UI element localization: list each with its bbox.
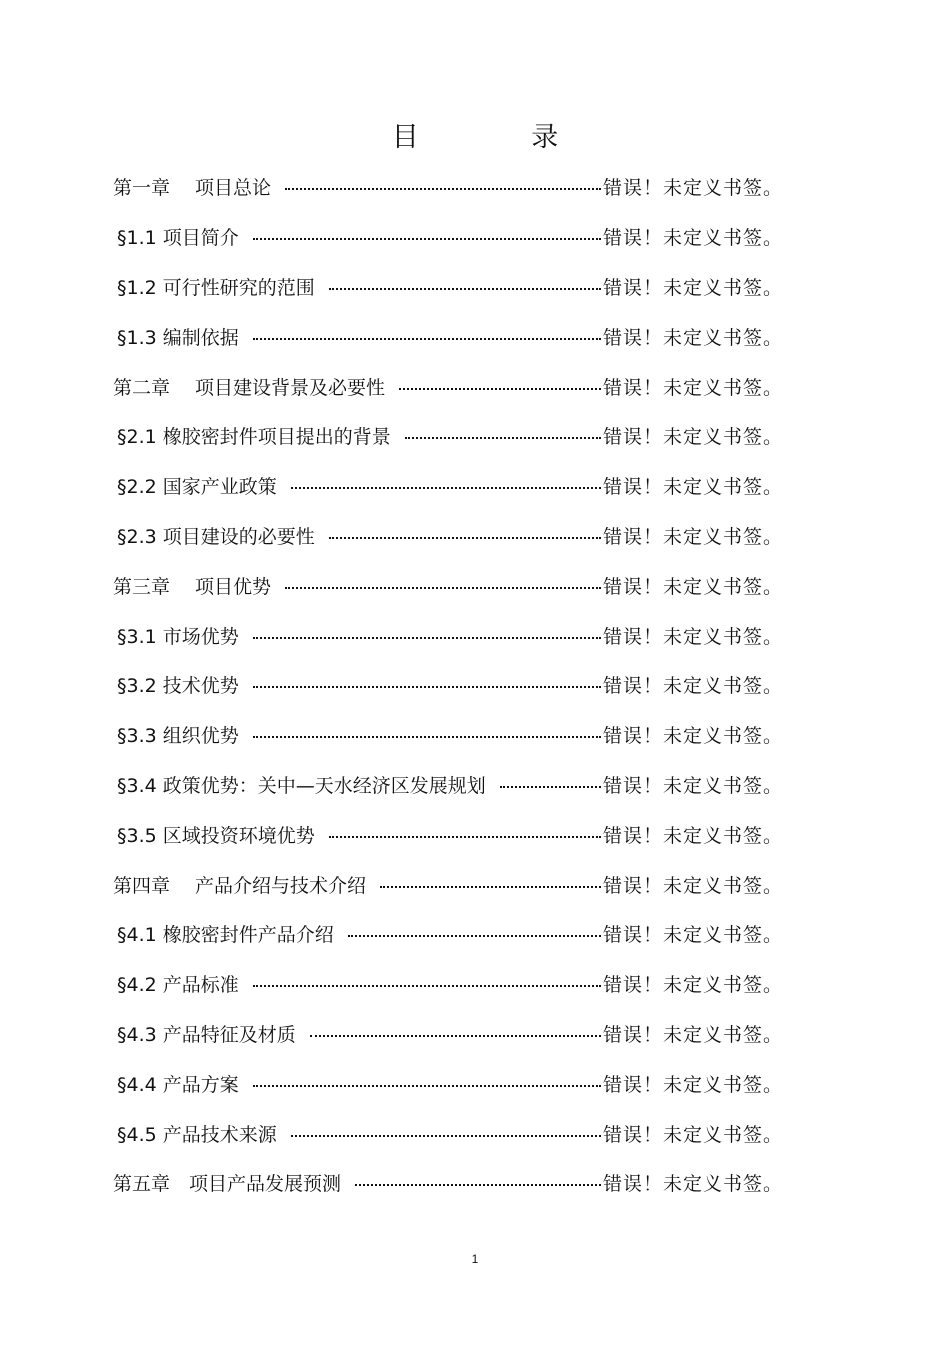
toc-entry-label: §4.3 产品特征及材质 [117, 1023, 296, 1046]
page-title: 目 录 [391, 122, 611, 153]
toc-entry-page: 错误！未定义书签。 [602, 1173, 783, 1196]
toc-entry[interactable] [113, 262, 783, 312]
toc-entry-page: 错误！未定义书签。 [602, 525, 783, 548]
toc-entry-label: §4.1 橡胶密封件产品介绍 [117, 924, 334, 947]
toc-entry-page: 错误！未定义书签。 [602, 974, 783, 997]
dot-leader [253, 618, 601, 639]
dot-leader [253, 667, 601, 688]
dot-leader [291, 1116, 601, 1137]
toc-entry-page: 错误！未定义书签。 [602, 824, 783, 847]
toc-entry-page: 错误！未定义书签。 [602, 874, 783, 897]
toc-entry[interactable] [113, 311, 783, 361]
toc-entry-page: 错误！未定义书签。 [602, 575, 783, 598]
toc-entry[interactable] [113, 560, 783, 610]
toc-entry-page: 错误！未定义书签。 [602, 376, 783, 399]
toc-entry-page: 错误！未定义书签。 [602, 725, 783, 748]
toc-entry[interactable] [113, 710, 783, 760]
dot-leader [329, 518, 601, 539]
toc-entry-label: §3.1 市场优势 [117, 625, 239, 648]
dot-leader [253, 219, 601, 240]
toc-entry-label: §4.4 产品方案 [117, 1073, 239, 1096]
dot-leader [405, 418, 601, 439]
toc-entry-page: 错误！未定义书签。 [602, 625, 783, 648]
toc-entry[interactable] [113, 760, 783, 810]
toc-entry-page: 错误！未定义书签。 [602, 774, 783, 797]
table-of-contents [113, 162, 783, 1208]
toc-entry-label: §2.3 项目建设的必要性 [117, 525, 315, 548]
dot-leader [285, 568, 601, 589]
toc-entry[interactable] [113, 361, 783, 411]
toc-entry-label: §2.1 橡胶密封件项目提出的背景 [117, 426, 391, 449]
dot-leader [253, 319, 601, 340]
toc-entry[interactable] [113, 1108, 783, 1158]
dot-leader [253, 1066, 601, 1087]
toc-entry-page: 错误！未定义书签。 [602, 476, 783, 499]
toc-entry-label: §4.2 产品标准 [117, 974, 239, 997]
toc-entry[interactable] [113, 1009, 783, 1059]
dot-leader [355, 1165, 601, 1186]
toc-entry-page: 错误！未定义书签。 [602, 227, 783, 250]
toc-entry-page: 错误！未定义书签。 [602, 326, 783, 349]
toc-entry[interactable] [113, 660, 783, 710]
toc-entry[interactable] [113, 610, 783, 660]
toc-entry[interactable] [113, 1158, 783, 1208]
dot-leader [310, 1016, 601, 1037]
dot-leader [348, 916, 601, 937]
toc-entry-page: 错误！未定义书签。 [602, 1023, 783, 1046]
toc-entry[interactable] [113, 859, 783, 909]
toc-entry[interactable] [113, 809, 783, 859]
dot-leader [253, 717, 601, 738]
toc-entry[interactable] [113, 411, 783, 461]
toc-entry-label: §3.5 区域投资环境优势 [117, 824, 315, 847]
dot-leader [380, 867, 601, 888]
toc-entry-label: §1.2 可行性研究的范围 [117, 276, 315, 299]
toc-entry[interactable] [113, 162, 783, 212]
dot-leader [291, 468, 601, 489]
toc-entry-page: 错误！未定义书签。 [602, 1123, 783, 1146]
toc-entry-label: 第三章 项目优势 [113, 575, 272, 598]
toc-entry-label: 第二章 项目建设背景及必要性 [113, 376, 386, 399]
toc-entry-label: §3.3 组织优势 [117, 725, 239, 748]
toc-entry-label: §4.5 产品技术来源 [117, 1123, 277, 1146]
toc-entry[interactable] [113, 511, 783, 561]
toc-entry-page: 错误！未定义书签。 [602, 675, 783, 698]
toc-entry-label: §2.2 国家产业政策 [117, 476, 277, 499]
toc-entry-page: 错误！未定义书签。 [602, 1073, 783, 1096]
dot-leader [329, 269, 601, 290]
toc-entry[interactable] [113, 1058, 783, 1108]
dot-leader [399, 369, 601, 390]
toc-entry-page: 错误！未定义书签。 [602, 276, 783, 299]
page-number: 1 [471, 1252, 479, 1266]
toc-entry[interactable] [113, 909, 783, 959]
toc-entry-page: 错误！未定义书签。 [602, 924, 783, 947]
toc-entry[interactable] [113, 212, 783, 262]
dot-leader [253, 966, 601, 987]
toc-entry-label: §1.1 项目简介 [117, 227, 239, 250]
toc-entry[interactable] [113, 461, 783, 511]
toc-entry-page: 错误！未定义书签。 [602, 177, 783, 200]
dot-leader [329, 817, 601, 838]
toc-entry-label: 第四章 产品介绍与技术介绍 [113, 874, 367, 897]
dot-leader [285, 169, 601, 190]
dot-leader [500, 767, 601, 788]
toc-entry-label: §3.2 技术优势 [117, 675, 239, 698]
toc-entry[interactable] [113, 959, 783, 1009]
toc-entry-label: §3.4 政策优势：关中—天水经济区发展规划 [117, 774, 486, 797]
toc-entry-page: 错误！未定义书签。 [602, 426, 783, 449]
toc-entry-label: 第五章 项目产品发展预测 [113, 1173, 342, 1196]
toc-entry-label: §1.3 编制依据 [117, 326, 239, 349]
toc-entry-label: 第一章 项目总论 [113, 177, 272, 200]
